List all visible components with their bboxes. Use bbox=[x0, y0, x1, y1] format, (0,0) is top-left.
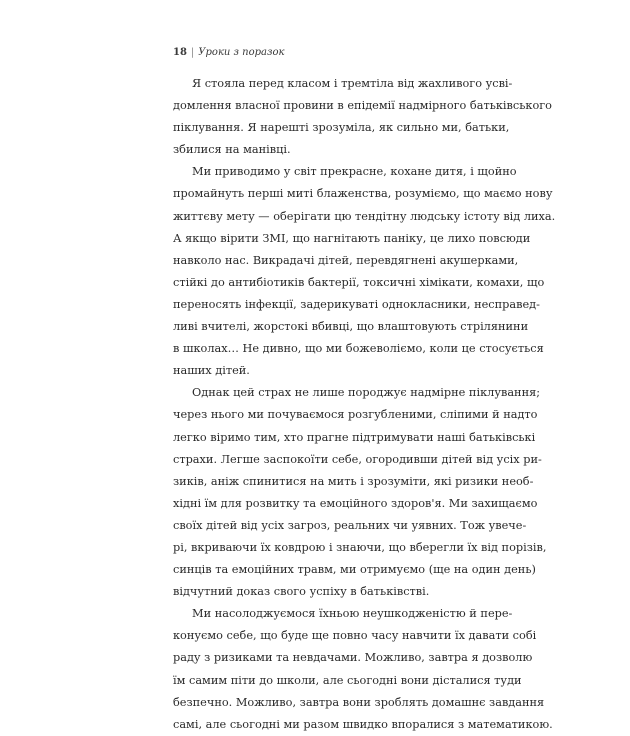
paragraph-4 bbox=[173, 603, 553, 736]
text-line: домлення власної провини в епідемії надмірного батьківського bbox=[173, 99, 552, 113]
text-line: хідні їм для розвитку та емоційного здоров'я. Ми захищаємо bbox=[173, 496, 538, 510]
text-line: стійкі до антибіотиків бактерії, токсичні хімікати, комахи, що bbox=[173, 275, 545, 289]
text-line: легко віримо тим, хто прагне підтримувати наші батьківські bbox=[173, 430, 536, 444]
text-line: рі, вкриваючи їх ковдрою і знаючи, що вберегли їх від порізів, bbox=[173, 540, 547, 554]
text-line: зиків, аніж спинитися на мить і зрозуміти, які ризики необ- bbox=[173, 474, 534, 488]
text-line: в школах… Не дивно, що ми божеволіємо, коли це стосується bbox=[173, 342, 544, 356]
text-line: життєву мету — оберігати цю тендітну людську істоту від лиха. bbox=[173, 209, 556, 223]
running-header bbox=[173, 47, 284, 58]
page-number: 18 bbox=[173, 47, 187, 58]
text-line: своїх дітей від усіх загроз, реальних чи уявних. Тож увече- bbox=[173, 518, 527, 532]
text-line: наших дітей. bbox=[173, 364, 250, 378]
text-line: конуємо себе, що буде ще повно часу навчити їх давати собі bbox=[173, 629, 537, 643]
text-line: їм самим піти до школи, але сьогодні вони дісталися туди bbox=[173, 673, 522, 687]
paragraph-1 bbox=[173, 73, 552, 161]
paragraph-3 bbox=[173, 382, 547, 603]
text-line: через нього ми почуваємося розгубленими, сліпими й надто bbox=[173, 408, 538, 422]
text-line: раду з ризиками та невдачами. Можливо, завтра я дозволю bbox=[173, 651, 533, 665]
text-line: Ми насолоджуємося їхньою неушкодженістю й пере- bbox=[192, 607, 513, 621]
text-line: ливі вчителі, жорстокі вбивці, що влаштовують стрілянини bbox=[173, 320, 529, 334]
text-line: безпечно. Можливо, завтра вони зроблять домашнє завдання bbox=[173, 695, 545, 709]
text-line: збилися на манівці. bbox=[173, 143, 291, 157]
text-line: страхи. Легше заспокоїти себе, огородивши дітей від усіх ри- bbox=[173, 452, 542, 466]
text-line: Однак цей страх не лише породжує надмірне піклування; bbox=[192, 386, 541, 400]
text-line: піклування. Я нарешті зрозуміла, як сильно ми, батьки, bbox=[173, 121, 510, 135]
text-line: переносять інфекції, задерикуваті однокласники, несправед- bbox=[173, 297, 540, 311]
text-line: відчутний доказ свого успіху в батьківстві. bbox=[173, 585, 430, 599]
page-body bbox=[173, 73, 556, 736]
text-line: промайнуть перші миті блаженства, розуміємо, що маємо нову bbox=[173, 187, 553, 201]
paragraph-2 bbox=[173, 161, 556, 382]
text-line: навколо нас. Викрадачі дітей, перевдягнені акушерками, bbox=[173, 253, 519, 267]
text-line: Ми приводимо у світ прекрасне, кохане дитя, і щойно bbox=[192, 165, 517, 179]
running-title: Уроки з поразок bbox=[198, 47, 285, 58]
text-line: Я стояла перед класом і тремтіла від жахливого усві- bbox=[192, 77, 513, 90]
text-line: А якщо вірити ЗМІ, що нагнітають паніку, це лихо повсюди bbox=[173, 231, 531, 245]
text-line: синців та емоційних травм, ми отримуємо (ще на один день) bbox=[173, 563, 536, 577]
header-separator: | bbox=[190, 47, 195, 58]
text-line: самі, але сьогодні ми разом швидко впоралися з математикою. bbox=[173, 717, 553, 731]
